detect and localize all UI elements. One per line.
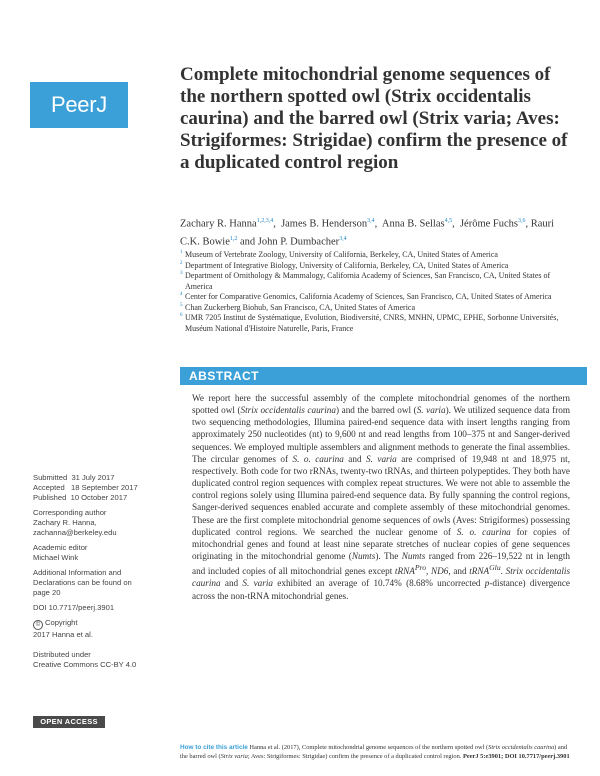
author-name[interactable]: John P. Dumbacher xyxy=(257,236,340,247)
published-date: Published 10 October 2017 xyxy=(33,493,128,502)
citation-doi-link[interactable]: DOI 10.7717/peerj.3901 xyxy=(503,752,570,760)
peerj-logo: PeerJ xyxy=(30,82,128,128)
author-name[interactable]: Zachary R. Hanna xyxy=(180,218,257,230)
affiliation-list xyxy=(180,250,560,334)
copyright-label: © Copyright xyxy=(33,618,183,630)
affiliation-item: 4 Center for Comparative Genomics, California Academy of Sciences, San Francisco, CA, United States of America xyxy=(180,292,552,301)
article-metadata xyxy=(33,473,183,670)
academic-editor-label: Academic editor xyxy=(33,543,88,552)
affiliation-item: 3 Department of Ornithology & Mammalogy, California Academy of Sciences, San Francisco, CA, United States of America xyxy=(180,271,551,291)
affiliation-item: 5 Chan Zuckerberg Biohub, San Francisco, CA, United States of America xyxy=(180,302,416,312)
affiliation-item: 1 Museum of Vertebrate Zoology, University of California, Berkeley, CA, United States of America xyxy=(180,250,498,259)
affiliation-item: 6 UMR 7205 Institut de Systématique, Evolution, Biodiversité, CNRS, MNHN, UPMC, EPHE, Sorbonne Universités, Muséum National d'Histoire Naturelle, Paris, France xyxy=(180,313,559,333)
author-name[interactable]: Jérôme Fuchs xyxy=(459,218,519,230)
academic-editor-name: Michael Wink xyxy=(33,553,79,562)
corresponding-author-email[interactable]: zachanna@berkeley.edu xyxy=(33,528,117,537)
additional-info[interactable]: Additional Information and Declarations can be found on page 20 xyxy=(33,568,132,597)
accepted-date: Accepted 18 September 2017 xyxy=(33,483,138,492)
copyright-holder: 2017 Hanna et al. xyxy=(33,630,93,639)
doi-link[interactable]: DOI 10.7717/peerj.3901 xyxy=(33,603,115,612)
abstract-body: We report here the successful assembly of the complete mitochondrial genomes of the northern spotted owl (Strix occidentalis caurina) and the barred owl (S. varia). We utilized sequence data from two sequencing methodologies, Illumina paired-end sequence data with insert lengths ranging from approximately 250 nucleotides (nt) to 9,600 nt and read lengths from 100–375 nt and Sanger-derived sequences. We employed multiple assemblers and alignment methods to generate the final assemblies. The circular genomes of S. o. caurina and S. varia are comprised of 19,948 nt and 18,975 nt, respectively. Both code for two rRNAs, twenty-two tRNAs, and thirteen polypeptides. They both have duplicated control region sequences with complex repeat structures. We were not able to assemble the control regions solely using Illumina paired-end sequence data. By fully spanning the control regions, Sanger-derived sequences enabled accurate and complete assembly of these mitochondrial genomes. These are the first complete mitochondrial genome sequences of owls (Aves: Strigiformes) possessing duplicated control regions. We searched the nuclear genome of S. o. caurina for copies of mitochondrial genes and found at least nine separate stretches of nuclear copies of gene sequences originating in the mitochondrial genome (Numts). The Numts ranged from 226–19,522 nt in length and included copies of all mitochondrial genes except tRNA$^{Pro}$, ND6, and tRNA$^{Glu}$. Strix occidentalis caurina and S. varia exhibited an average of 10.74% (8.68% uncorrected p-distance) divergence across the non-tRNA mitochondrial genes. xyxy=(192,393,571,601)
citation-label: How to cite this article xyxy=(180,744,248,751)
article-title: Complete mitochondrial genome sequences of the northern spotted owl (Strix occidentalis caurina) and the barred owl (Strix varia; Aves: Strigiformes: Strigidae) confirm the presence of a duplicated control region xyxy=(180,64,568,173)
abstract-heading: ABSTRACT xyxy=(180,367,587,385)
submitted-date: Submitted 31 July 2017 xyxy=(33,473,115,482)
corresponding-author-label: Corresponding author xyxy=(33,508,107,517)
author-name[interactable]: Anna B. Sellas xyxy=(381,218,445,230)
license-info[interactable]: Distributed under Creative Commons CC-BY 4.0 xyxy=(33,650,137,669)
author-list: Zachary R. Hanna$^{1,2,3,4}$, James B. Henderson$^{3,4}$, Anna B. Sellas$^{4,5}$, Jérôme Fuchs$^{3,6}$, Rauri C.K. Bowie$^{1,2}$ and John P. Dumbacher$^{3,4}$ xyxy=(180,218,555,247)
copyright-icon: © xyxy=(33,620,43,630)
author-name[interactable]: James B. Henderson xyxy=(281,218,368,230)
open-access-badge: OPEN ACCESS xyxy=(33,716,105,728)
affiliation-item: 2 Department of Integrative Biology, University of California, Berkeley, CA, United States of America xyxy=(180,260,509,270)
citation-block: How to cite this article Hanna et al. (2017), Complete mitochondrial genome sequences of the northern spotted owl (Strix occidentalis caurina) and the barred owl (Strix varia; Aves: Strigiformes: Strigidae) confirm the presence of a duplicated control region. PeerJ 5:e3901; DOI 10.7717/peerj.3901 xyxy=(180,744,570,760)
author-name[interactable]: Rauri C.K. Bowie xyxy=(180,218,555,247)
corresponding-author-name: Zachary R. Hanna, xyxy=(33,518,97,527)
